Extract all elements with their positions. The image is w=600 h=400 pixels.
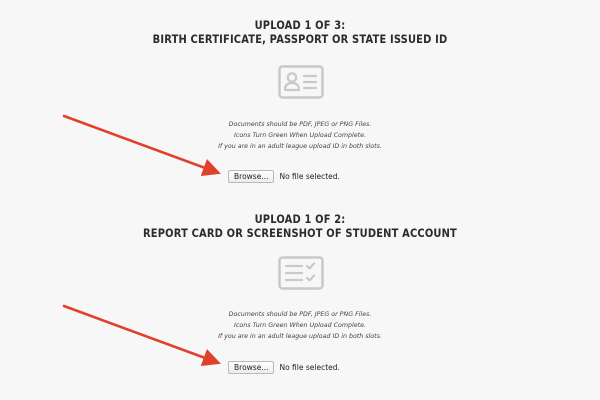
upload-section-2: [0, 212, 600, 240]
upload-note-2-green: Icons Turn Green When Upload Complete.: [234, 322, 366, 329]
upload-section-1: [0, 18, 600, 46]
browse-button-1[interactable]: Browse...: [228, 170, 274, 183]
browse-button-2[interactable]: Browse...: [228, 361, 274, 374]
upload-title-2-line2: REPORT CARD OR SCREENSHOT OF STUDENT ACCOUNT: [143, 226, 457, 240]
file-status-1: No file selected.: [279, 171, 340, 181]
upload-title-1-line2: BIRTH CERTIFICATE, PASSPORT OR STATE ISSUED ID: [152, 32, 448, 46]
checklist-document-icon: [278, 256, 324, 290]
file-status-2: No file selected.: [279, 362, 340, 372]
upload-title-1-line1: UPLOAD 1 OF 3:: [254, 18, 346, 32]
file-input-2[interactable]: [228, 360, 340, 374]
upload-note-1-format: Documents should be PDF, JPEG or PNG Files.: [228, 121, 372, 128]
upload-note-1-adult: If you are in an adult league upload ID in both slots.: [218, 143, 382, 150]
upload-note-2-format: Documents should be PDF, JPEG or PNG Files.: [228, 311, 372, 318]
upload-title-2-line1: UPLOAD 1 OF 2:: [254, 212, 346, 226]
upload-note-2-adult: If you are in an adult league upload ID in both slots.: [218, 333, 382, 340]
upload-notes-2: [0, 309, 600, 342]
id-card-icon: [278, 65, 324, 99]
upload-notes-1: [0, 119, 600, 152]
upload-note-1-green: Icons Turn Green When Upload Complete.: [234, 132, 366, 139]
file-input-1[interactable]: [228, 169, 340, 183]
